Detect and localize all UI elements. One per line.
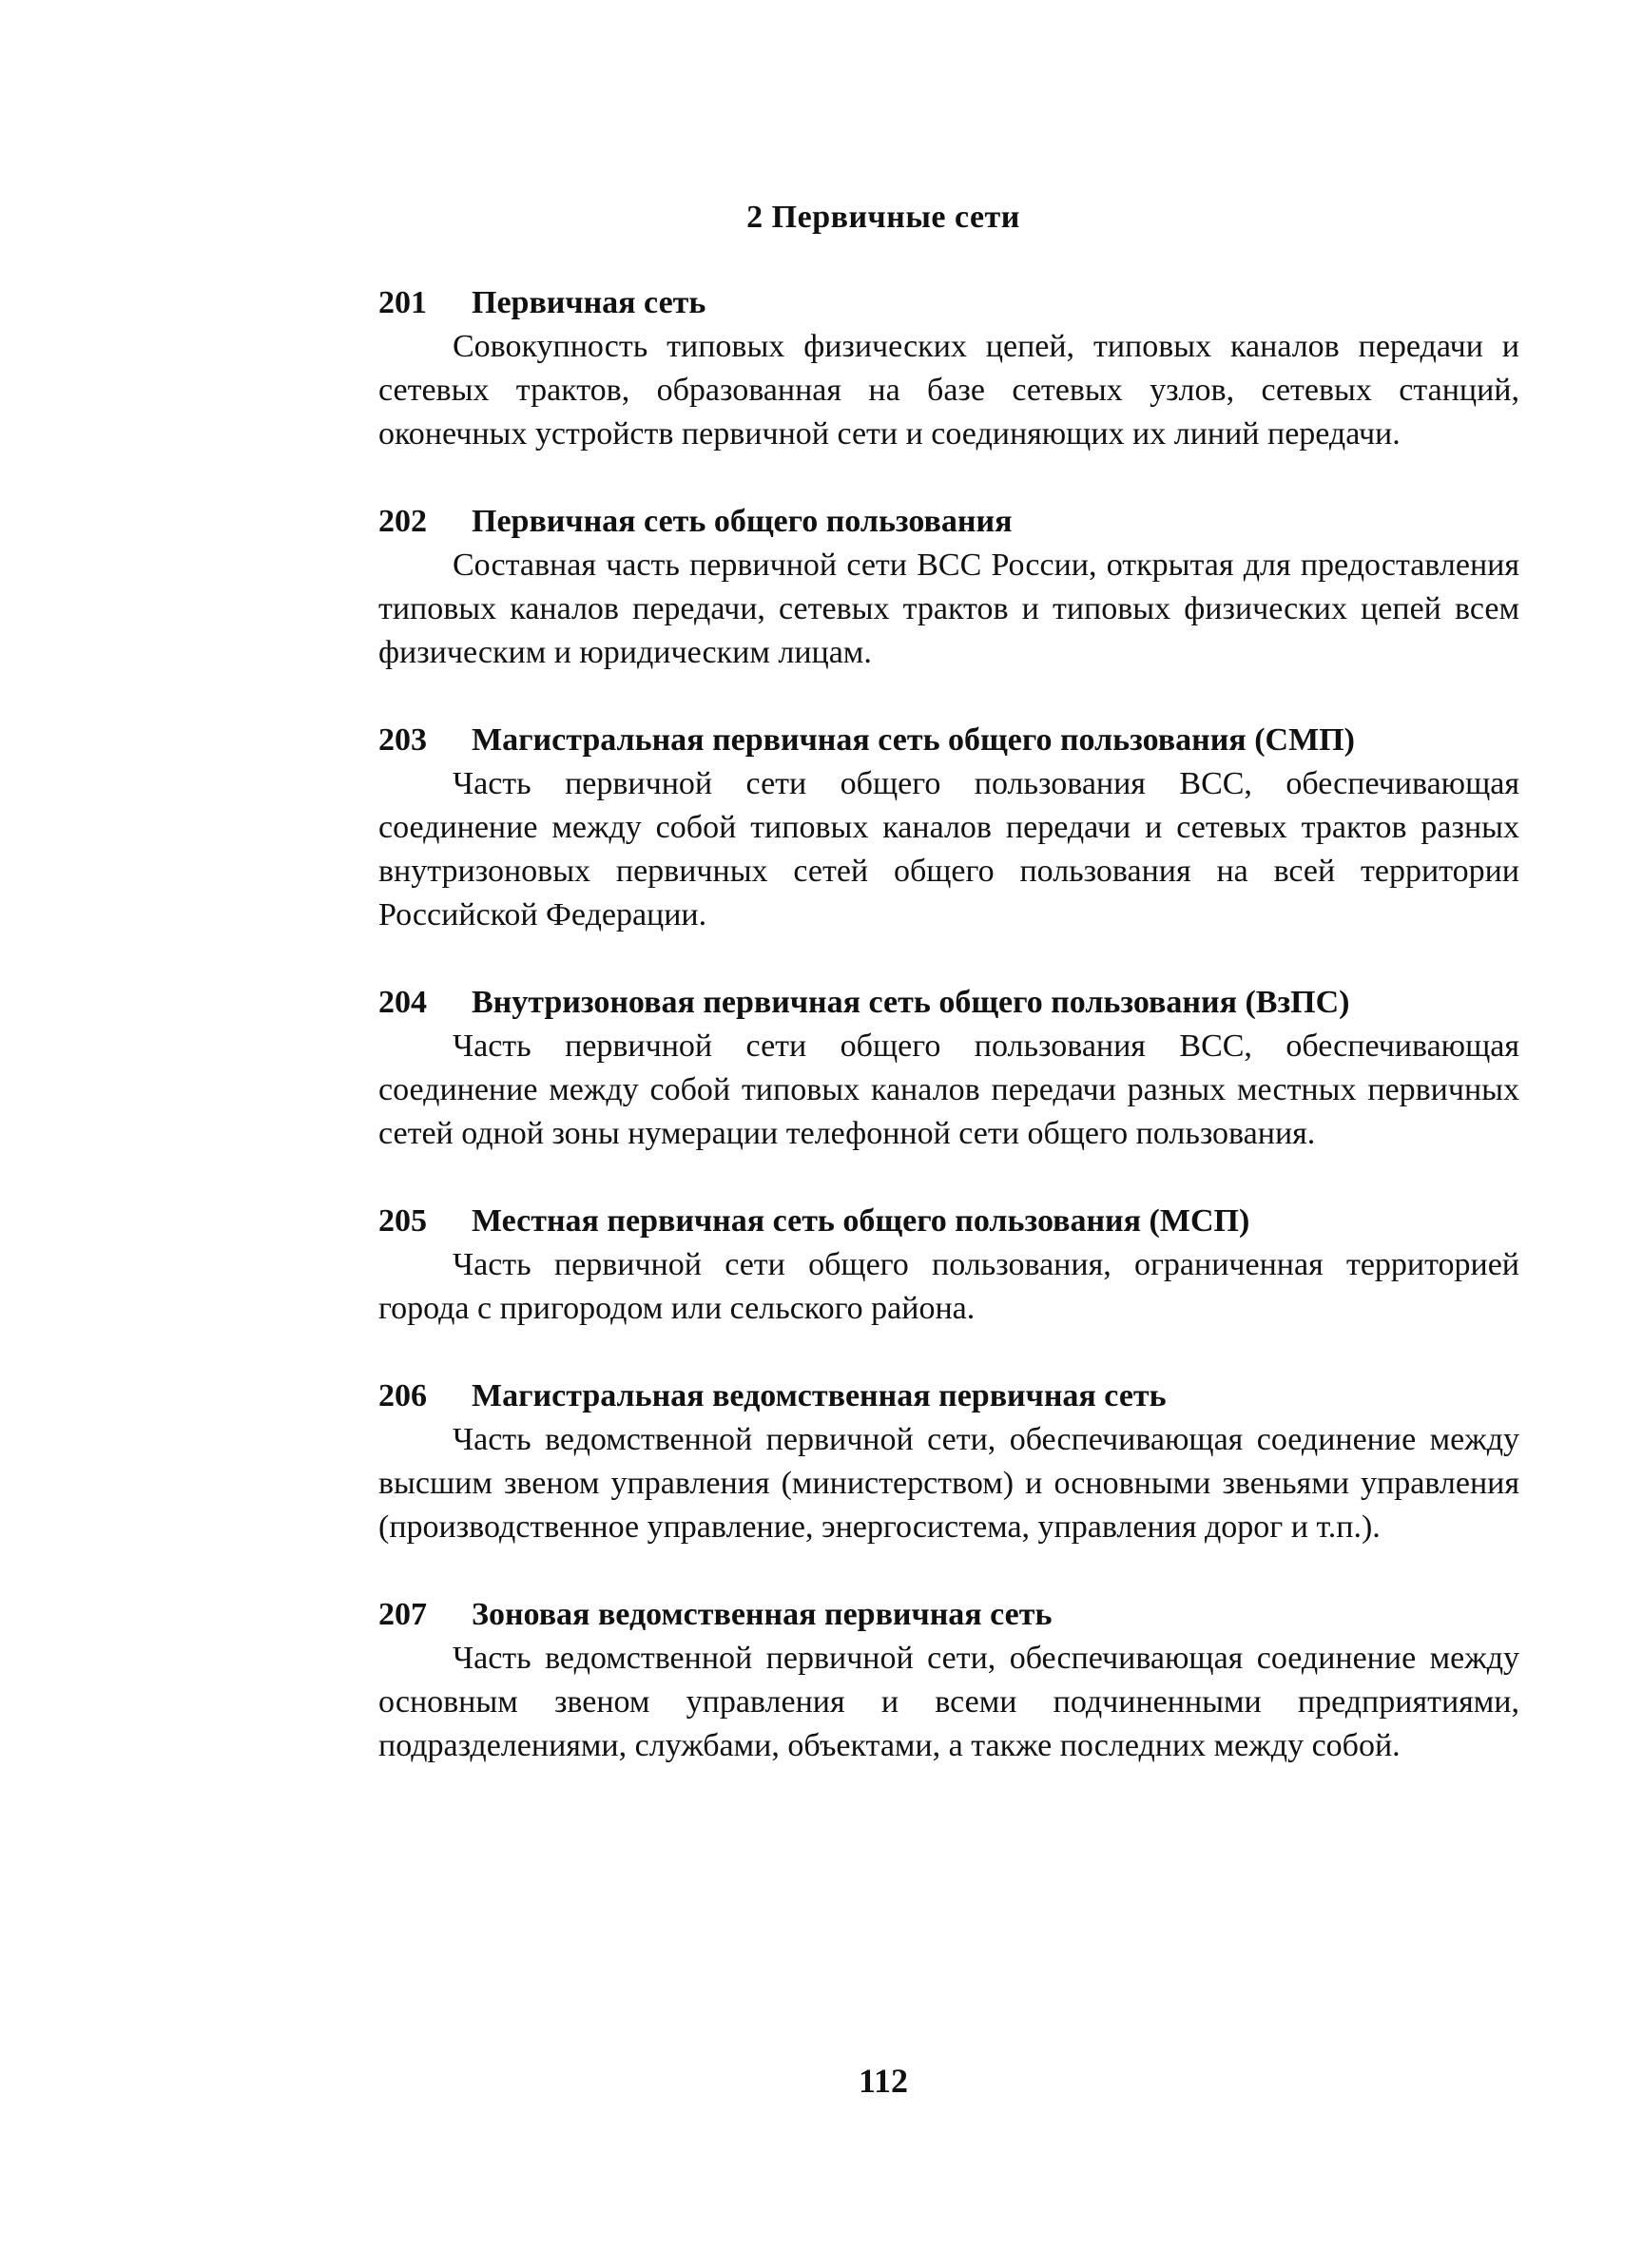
term-heading: [378, 1200, 1519, 1243]
term-entry: [378, 719, 1519, 937]
section-title: 2 Первичные сети: [746, 200, 1020, 235]
term-entry: [378, 1200, 1519, 1331]
term-entry: [378, 1374, 1519, 1549]
term-definition: Часть первичной сети общего пользования ВСС, обеспечивающая соединение между собой типовых каналов передачи и сетевых трактов разных внутризоновых первичных сетей общего пользования на всей территории Российской Федерации.: [378, 766, 1519, 932]
term-number: 204: [378, 985, 427, 1020]
term-entry: [378, 1593, 1519, 1768]
page-number: 112: [858, 2062, 908, 2100]
term-definition: Часть ведомственной первичной сети, обеспечивающая соединение между высшим звеном управления (министерством) и основными звеньями управления (производственное управление, энергосистема, управления дорог и т.п.).: [378, 1422, 1519, 1545]
term-number: 203: [378, 722, 427, 758]
term-heading: [378, 1374, 1519, 1418]
term-title: Первичная сеть общего пользования: [472, 504, 1013, 539]
term-title: Местная первичная сеть общего пользования (МСП): [472, 1203, 1250, 1239]
term-entry: [378, 981, 1519, 1156]
term-heading: [378, 281, 1519, 325]
term-number: 201: [378, 285, 427, 320]
term-number: 206: [378, 1378, 427, 1413]
term-title: Зоновая ведомственная первичная сеть: [472, 1597, 1053, 1632]
term-heading: [378, 981, 1519, 1025]
term-definition: Часть первичной сети общего пользования, ограниченная территорией города с пригородом или сельского района.: [378, 1247, 1519, 1326]
term-number: 207: [378, 1597, 427, 1632]
term-title: Магистральная первичная сеть общего пользования (СМП): [472, 722, 1355, 758]
term-definition: Часть первичной сети общего пользования ВСС, обеспечивающая соединение между собой типовых каналов передачи разных местных первичных сетей одной зоны нумерации телефонной сети общего пользования.: [378, 1028, 1519, 1151]
term-number: 205: [378, 1203, 427, 1239]
term-entry: [378, 281, 1519, 456]
term-title: Первичная сеть: [472, 285, 706, 320]
term-definition: Часть ведомственной первичной сети, обеспечивающая соединение между основным звеном управления и всеми подчиненными предприятиями, подразделениями, службами, объектами, а также последних между собой.: [378, 1641, 1519, 1763]
term-definition: Составная часть первичной сети ВСС России, открытая для предоставления типовых каналов передачи, сетевых трактов и типовых физических цепей всем физическим и юридическим лицам.: [378, 548, 1519, 670]
term-title: Внутризоновая первичная сеть общего пользования (ВзПС): [472, 985, 1350, 1020]
term-definition: Совокупность типовых физических цепей, типовых каналов передачи и сетевых трактов, образованная на базе сетевых узлов, сетевых станций, оконечных устройств первичной сети и соединяющих их линий передачи.: [378, 329, 1519, 452]
terms-list: [378, 281, 1519, 1812]
term-heading: [378, 1593, 1519, 1637]
term-heading: [378, 500, 1519, 544]
term-title: Магистральная ведомственная первичная сеть: [472, 1378, 1167, 1413]
term-number: 202: [378, 504, 427, 539]
term-entry: [378, 500, 1519, 675]
term-heading: [378, 719, 1519, 762]
